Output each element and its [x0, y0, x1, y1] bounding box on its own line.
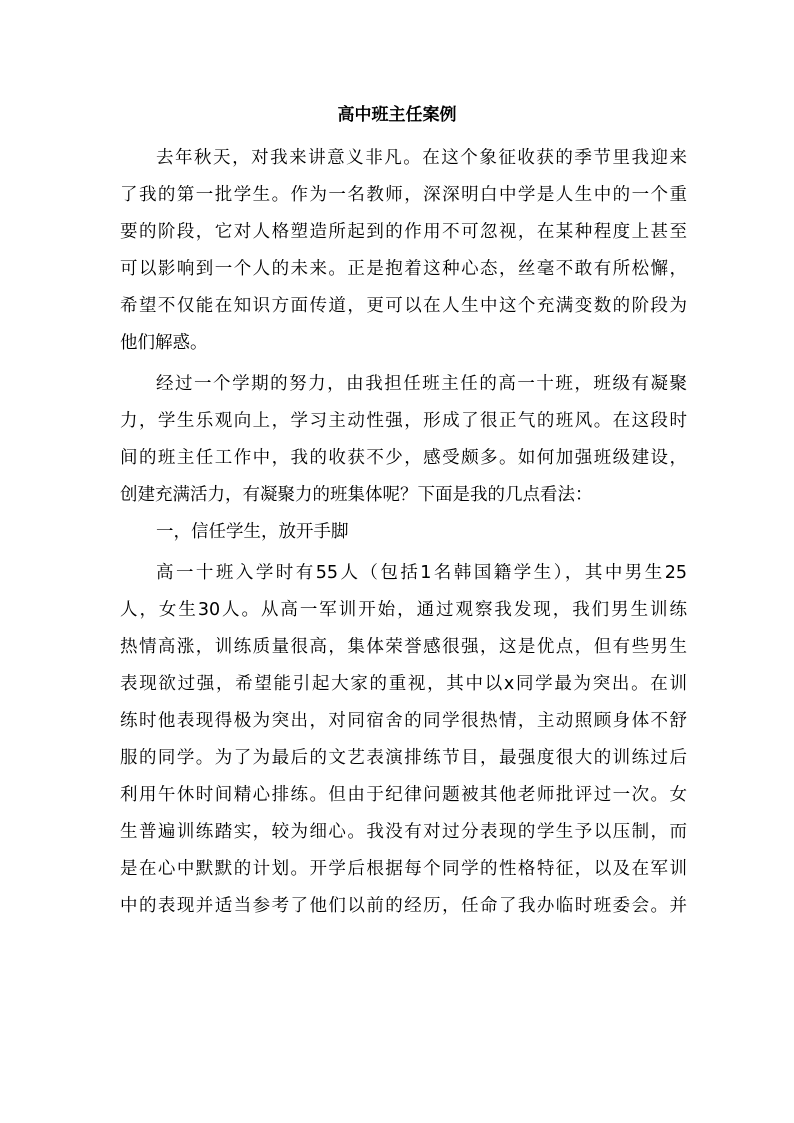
paragraph-line: 是在心中默默的计划。开学后根据每个同学的性格特征，以及在军训: [120, 859, 687, 879]
section-heading: 一，信任学生，放开手脚: [156, 522, 349, 542]
paragraph-line: 利用午休时间精心排练。但由于纪律问题被其他老师批评过一次。女: [120, 785, 687, 805]
paragraph-line: 要的阶段，它对人格塑造所起到的作用不可忽视，在某种程度上甚至: [120, 222, 687, 242]
paragraph-line: 创建充满活力，有凝聚力的班集体呢？下面是我的几点看法：: [120, 485, 593, 505]
paragraph-line: 中的表现并适当参考了他们以前的经历，任命了我办临时班委会。并: [120, 896, 687, 916]
paragraph-line: 表现欲过强，希望能引起大家的重视，其中以x同学最为突出。在训: [120, 674, 687, 694]
paragraph-line: 热情高涨，训练质量很高，集体荣誉感很强，这是优点，但有些男生: [120, 637, 687, 657]
paragraph-line: 服的同学。为了为最后的文艺表演排练节目，最强度很大的训练过后: [120, 748, 687, 768]
paragraph-line: 经过一个学期的努力，由我担任班主任的高一十班，班级有凝聚: [156, 374, 687, 394]
paragraph-line: 他们解惑。: [120, 333, 208, 353]
paragraph-line: 希望不仅能在知识方面传道，更可以在人生中这个充满变数的阶段为: [120, 296, 687, 316]
paragraph-line: 练时他表现得极为突出，对同宿舍的同学很热情，主动照顾身体不舒: [120, 711, 687, 731]
paragraph-line: 高一十班入学时有55人（包括1名韩国籍学生），其中男生25: [156, 563, 687, 583]
paragraph-line: 间的班主任工作中，我的收获不少，感受颇多。如何加强班级建设，: [120, 448, 687, 468]
document-body: [120, 140, 687, 925]
document-title: 高中班主任案例: [337, 105, 457, 125]
paragraph-line: 生普遍训练踏实，较为细心。我没有对过分表现的学生予以压制，而: [120, 822, 687, 842]
paragraph-line: 力，学生乐观向上，学习主动性强，形成了很正气的班风。在这段时: [120, 411, 687, 431]
paragraph-line: 人，女生30人。从高一军训开始，通过观察我发现，我们男生训练: [120, 600, 687, 620]
paragraph-line: 去年秋天，对我来讲意义非凡。在这个象征收获的季节里我迎来: [156, 148, 687, 168]
paragraph-line: 了我的第一批学生。作为一名教师，深深明白中学是人生中的一个重: [120, 185, 687, 205]
paragraph-line: 可以影响到一个人的未来。正是抱着这种心态，丝毫不敢有所松懈，: [120, 259, 687, 279]
